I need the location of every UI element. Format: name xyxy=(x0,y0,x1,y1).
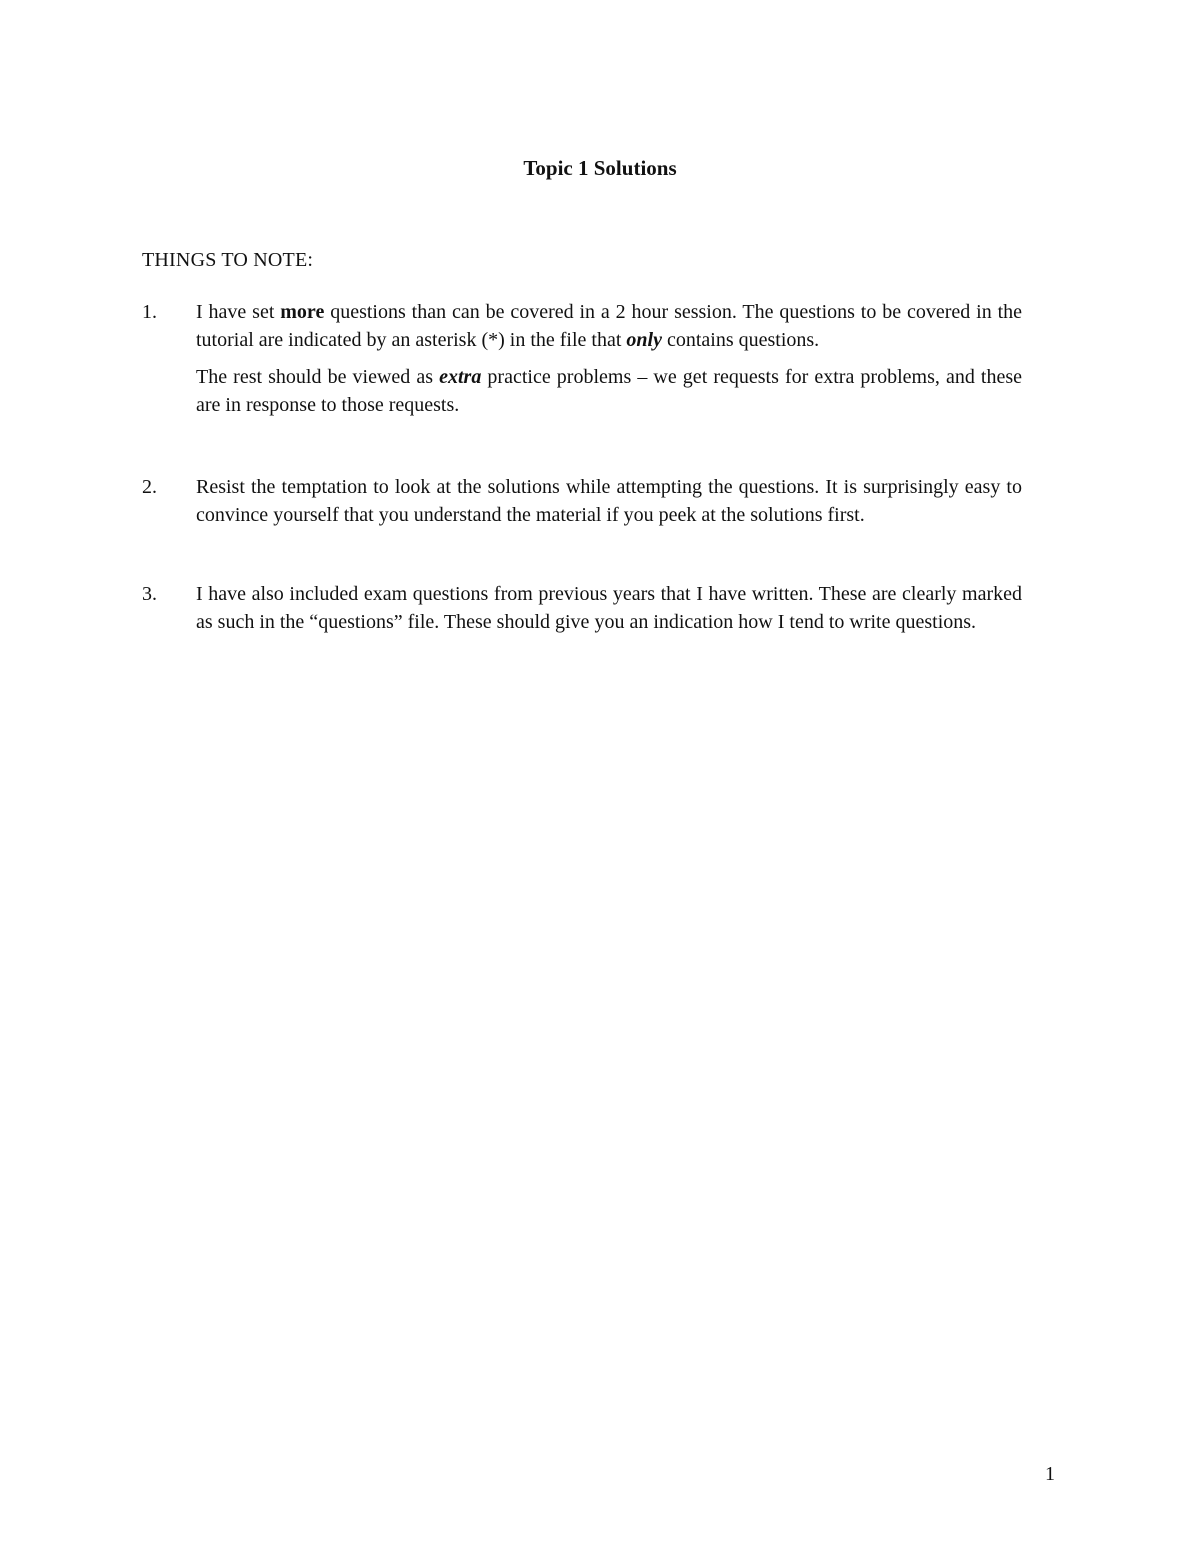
list-item-number: 3. xyxy=(142,583,157,605)
list-item-number: 1. xyxy=(142,301,157,323)
text-run: The rest should be viewed as xyxy=(196,366,440,388)
list-item-body xyxy=(196,474,1022,529)
page-number: 1 xyxy=(1045,1463,1055,1485)
paragraph xyxy=(196,299,1022,354)
paragraph xyxy=(196,364,1022,419)
section-heading: THINGS TO NOTE: xyxy=(142,249,314,271)
text-run: practice problems – we get requests for extra problems, and these are in response to those requests. xyxy=(196,366,1022,416)
list-item xyxy=(142,474,1022,529)
paragraph: I have also included exam questions from previous years that I have written. These are clearly marked as such in the “questions” file. These should give you an indication how I tend to write questions. xyxy=(196,583,1022,633)
text-run: questions than can be covered in a 2 hour session. The questions to be covered in the tutorial are indicated by an asterisk (*) in the file that xyxy=(196,301,1022,351)
bold-italic-text: extra xyxy=(439,366,482,388)
bold-text: more xyxy=(280,301,325,323)
list-item-number: 2. xyxy=(142,476,157,498)
list-item-body xyxy=(196,581,1022,636)
bold-italic-text: only xyxy=(626,328,662,351)
text-run: contains questions. xyxy=(661,328,820,351)
list-item xyxy=(142,581,1022,636)
text-run: I have set xyxy=(196,301,281,323)
list-item-body xyxy=(196,299,1022,419)
list-item xyxy=(142,299,1022,419)
paragraph: Resist the temptation to look at the solutions while attempting the questions. It is surprisingly easy to convince yourself that you understand the material if you peek at the solutions first. xyxy=(196,476,1022,526)
page-title: Topic 1 Solutions xyxy=(523,156,677,180)
